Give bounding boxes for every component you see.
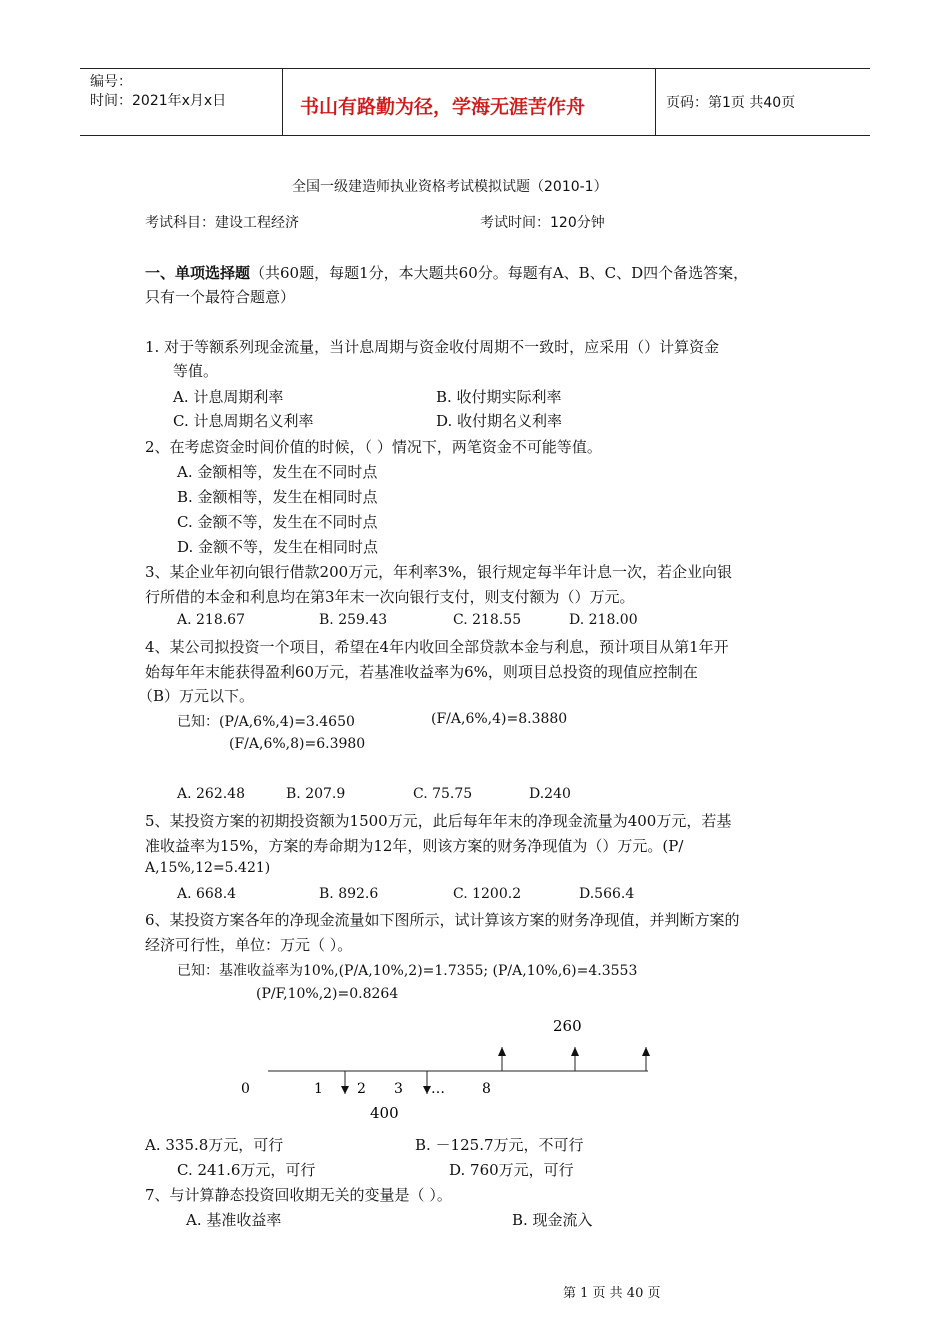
q5-option-b: B. 892.6 xyxy=(319,886,379,902)
q4-option-a: A. 262.48 xyxy=(177,786,245,802)
q5-option-c: C. 1200.2 xyxy=(453,886,522,902)
q6-known-1: 已知：基准收益率为10%,(P/A,10%,2)=1.7355; (P/A,10%,6)=4.3553 xyxy=(177,963,638,979)
q2-option-b: B. 金额相等，发生在相同时点 xyxy=(177,488,378,506)
q2-option-a: A. 金额相等，发生在不同时点 xyxy=(177,463,378,481)
q1-stem-line2: 等值。 xyxy=(173,362,219,380)
q6-stem-line2: 经济可行性，单位：万元（ ）。 xyxy=(145,936,353,954)
header-top-rule xyxy=(80,68,870,69)
period-ellipsis: … xyxy=(431,1081,445,1097)
q5-stem-line1: 5、某投资方案的初期投资额为1500万元，此后每年年末的净现金流量为400万元，若基 xyxy=(145,812,732,830)
outflow-arrows xyxy=(341,1071,431,1094)
q5-option-a: A. 668.4 xyxy=(177,886,237,902)
q4-stem-line2: 始每年年末能获得盈利60万元，若基准收益率为6%，则项目总投资的现值应控制在 xyxy=(145,663,698,681)
q3-stem-line1: 3、某企业年初向银行借款200万元，年利率3%，银行规定每半年计息一次，若企业向银 xyxy=(145,563,732,581)
q4-option-d: D.240 xyxy=(529,786,571,802)
header-divider-left xyxy=(282,68,283,136)
q3-stem-line2: 行所借的本金和利息均在第3年末一次向银行支付，则支付额为（）万元。 xyxy=(145,588,635,606)
q6-option-b: B. －125.7万元，不可行 xyxy=(415,1136,584,1154)
q1-option-a: A. 计息周期利率 xyxy=(173,388,284,406)
q6-option-c: C. 241.6万元，可行 xyxy=(177,1161,316,1179)
doc-time-label: 时间：2021年x月x日 xyxy=(90,93,227,109)
q4-option-c: C. 75.75 xyxy=(413,786,473,802)
q4-known-1: 已知：(P/A,6%,4)=3.4650 xyxy=(177,714,355,730)
q3-option-d: D. 218.00 xyxy=(569,612,638,628)
q6-option-d: D. 760万元，可行 xyxy=(449,1161,574,1179)
exam-duration: 考试时间：120分钟 xyxy=(480,215,605,231)
q1-option-d: D. 收付期名义利率 xyxy=(436,412,563,430)
exam-title: 全国一级建造师执业资格考试模拟试题（2010-1） xyxy=(292,179,608,195)
page-info: 页码：第1页 共40页 xyxy=(666,95,796,111)
period-0: 0 xyxy=(241,1081,250,1097)
period-3: 3 xyxy=(394,1081,403,1097)
q3-option-b: B. 259.43 xyxy=(319,612,388,628)
q6-known-2: (P/F,10%,2)=0.8264 xyxy=(256,986,399,1002)
section-intro xyxy=(145,262,748,283)
section-intro-line2: 只有一个最符合题意） xyxy=(145,288,296,306)
inflow-amount-label: 260 xyxy=(553,1017,582,1035)
q2-option-d: D. 金额不等，发生在相同时点 xyxy=(177,538,379,556)
q2-option-c: C. 金额不等，发生在不同时点 xyxy=(177,513,378,531)
motto-banner: 书山有路勤为径，学海无涯苦作舟 xyxy=(300,96,586,118)
q5-stem-line2: 准收益率为15%，方案的寿命期为12年，则该方案的财务净现值为（）万元。(P/ xyxy=(145,837,684,855)
q1-stem-line1: 1. 对于等额系列现金流量，当计息周期与资金收付周期不一致时，应采用（）计算资金 xyxy=(145,338,720,356)
period-2: 2 xyxy=(357,1081,366,1097)
exam-subject: 考试科目：建设工程经济 xyxy=(145,215,299,231)
q1-option-c: C. 计息周期名义利率 xyxy=(173,412,314,430)
q7-option-b: B. 现金流入 xyxy=(512,1211,593,1229)
section-heading: 一、单项选择题 xyxy=(145,264,251,282)
q7-stem: 7、与计算静态投资回收期无关的变量是（ ）。 xyxy=(145,1186,452,1204)
q5-option-d: D.566.4 xyxy=(579,886,635,902)
header-divider-right xyxy=(655,68,656,136)
doc-number-label: 编号： xyxy=(90,74,132,90)
q4-stem-line3: （B）万元以下。 xyxy=(138,687,255,705)
q4-known-2: (F/A,6%,4)=8.3880 xyxy=(431,711,568,727)
q1-option-b: B. 收付期实际利率 xyxy=(436,388,562,406)
header-bottom-rule xyxy=(80,135,870,136)
q6-option-a: A. 335.8万元，可行 xyxy=(145,1136,284,1154)
period-8: 8 xyxy=(482,1081,491,1097)
q6-stem-line1: 6、某投资方案各年的净现金流量如下图所示，试计算该方案的财务净现值，并判断方案的 xyxy=(145,911,740,929)
cash-flow-diagram xyxy=(220,1010,680,1130)
q4-known-3: (F/A,6%,8)=6.3980 xyxy=(229,736,366,752)
q4-option-b: B. 207.9 xyxy=(286,786,346,802)
inflow-arrows xyxy=(498,1047,650,1071)
q2-stem: 2、在考虑资金时间价值的时候，（ ）情况下，两笔资金不可能等值。 xyxy=(145,438,602,456)
period-1: 1 xyxy=(314,1081,323,1097)
q4-stem-line1: 4、某公司拟投资一个项目，希望在4年内收回全部贷款本金与利息，预计项目从第1年开 xyxy=(145,638,729,656)
outflow-amount-label: 400 xyxy=(370,1104,399,1122)
q5-stem-line3: A,15%,12=5.421) xyxy=(145,860,271,876)
section-intro-text: （共60题，每题1分，本大题共60分。每题有A、B、C、D四个备选答案， xyxy=(250,264,749,282)
footer-page-number: 第 1 页 共 40 页 xyxy=(563,1286,661,1301)
q3-option-c: C. 218.55 xyxy=(453,612,522,628)
q3-option-a: A. 218.67 xyxy=(177,612,245,628)
q7-option-a: A. 基准收益率 xyxy=(186,1211,282,1229)
